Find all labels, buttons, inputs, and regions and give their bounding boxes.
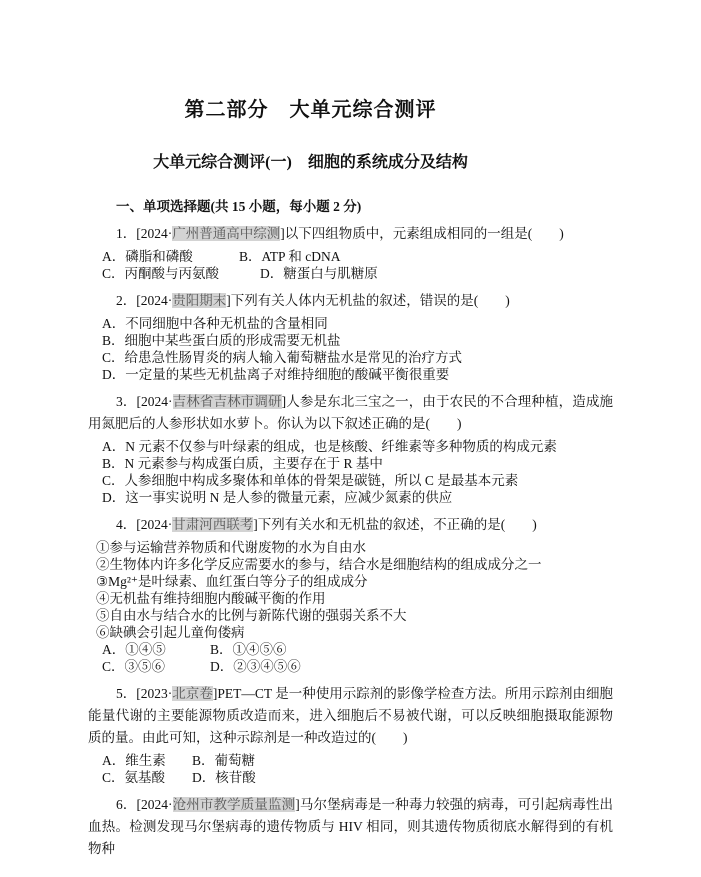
question-6-stem [88, 794, 613, 860]
option-b: B．ATP 和 cDNA [239, 249, 341, 264]
question-3-stem [88, 391, 613, 435]
option-c: C．③⑤⑥ [102, 659, 166, 674]
source-tag-open: [2024· [136, 293, 173, 308]
option-a: A．不同细胞中各种无机盐的含量相同 [102, 316, 328, 331]
source-tag-close: ] [253, 517, 258, 532]
option-d: D．这一事实说明 N 是人参的微量元素，应减少氮素的供应 [102, 490, 453, 505]
option-c: C．给患急性肠胃炎的病人输入葡萄糖盐水是常见的治疗方式 [102, 350, 463, 365]
option-c: C．氨基酸 [102, 770, 166, 785]
stem-text: PET—CT 是一种使用示踪剂的影像学检查方法。所用示踪剂由细胞能量代谢的主要能源物质改造而来，进入细胞后不易被代谢，可以反映细胞摄取能源物质的量。由此可知，这种示踪剂是一种改造过的( ) [88, 686, 613, 745]
source-tag-open: [2024· [136, 394, 173, 409]
option-d: D．一定量的某些无机盐离子对维持细胞的酸碱平衡很重要 [102, 367, 450, 382]
statement-5: ⑤自由水与结合水的比例与新陈代谢的强弱关系不大 [96, 608, 407, 623]
option-d: D．核苷酸 [192, 770, 256, 785]
part-title: 第二部分 大单元综合测评 [184, 99, 437, 121]
statement-2: ②生物体内许多化学反应需要水的参与，结合水是细胞结构的组成成分之一 [96, 557, 542, 572]
section-heading: 一、单项选择题(共 15 小题，每小题 2 分) [116, 199, 362, 214]
question-4-options-row-1 [88, 641, 613, 658]
source-tag-open: [2024· [136, 226, 173, 241]
source-tag-highlight: 甘肃河西联考 [172, 517, 254, 532]
option-a: A．N 元素不仅参与叶绿素的组成，也是核酸、纤维素等多种物质的构成元素 [102, 439, 557, 454]
option-a: A．维生素 [102, 753, 166, 768]
source-tag-open: [2024· [136, 517, 173, 532]
source-tag-highlight: 吉林省吉林市调研 [172, 394, 282, 409]
question-5-stem [88, 683, 613, 749]
question-4-stem [88, 514, 613, 536]
stem-text: 以下四组物质中，元素组成相同的一组是( ) [284, 226, 564, 241]
stem-text: 马尔堡病毒是一种毒力较强的病毒，可引起病毒性出血热。检测发现马尔堡病毒的遗传物质与 HIV 相同，则其遗传物质彻底水解得到的有机物种 [88, 797, 614, 856]
source-tag-open: [2023· [136, 686, 173, 701]
source-tag-close: ] [212, 686, 218, 701]
source-tag-open: [2024· [136, 797, 173, 812]
question-4-options-row-2 [88, 658, 613, 675]
source-tag-highlight: 北京卷 [172, 686, 213, 701]
source-tag-highlight: 广州普通高中综测 [172, 226, 281, 241]
stem-text: 下列有关水和无机盐的叙述，不正确的是( ) [257, 517, 537, 532]
question-1-options-row-1 [88, 248, 613, 265]
source-tag-close: ] [280, 226, 285, 241]
statement-4: ④无机盐有维持细胞内酸碱平衡的作用 [96, 591, 326, 606]
option-d: D．②③④⑤⑥ [210, 659, 301, 674]
question-number: 1． [116, 226, 137, 241]
question-number: 4． [116, 517, 137, 532]
question-2 [88, 290, 613, 383]
question-number: 3． [116, 394, 137, 409]
question-number: 5． [116, 686, 137, 701]
question-5-options-row-2 [88, 769, 613, 786]
option-b: B．①④⑤⑥ [210, 642, 287, 657]
source-tag-close: ] [281, 394, 287, 409]
question-1-stem [88, 223, 613, 245]
question-1-options-row-2 [88, 265, 613, 282]
question-4 [88, 514, 613, 675]
question-5-options-row-1 [88, 752, 613, 769]
statement-6: ⑥缺碘会引起儿童佝偻病 [96, 625, 245, 640]
source-tag-highlight: 贵阳期末 [172, 293, 227, 308]
option-b: B．葡萄糖 [192, 753, 256, 768]
option-d: D．糖蛋白与肌糖原 [260, 266, 378, 281]
statement-1: ①参与运输营养物质和代谢废物的水为自由水 [96, 540, 366, 555]
source-tag-close: ] [226, 293, 231, 308]
option-c: C．丙酮酸与丙氨酸 [102, 266, 220, 281]
stem-text: 人参是东北三宝之一，由于农民的不合理种植，造成施用氮肥后的人参形状如水萝卜。你认为以下叙述正确的是( ) [88, 394, 614, 431]
option-a: A．磷脂和磷酸 [102, 249, 193, 264]
statement-3: ③Mg²⁺是叶绿素、血红蛋白等分子的组成成分 [96, 574, 368, 589]
question-2-stem [88, 290, 613, 312]
question-5 [88, 683, 613, 786]
question-1 [88, 223, 613, 282]
question-number: 2． [116, 293, 137, 308]
option-b: B．N 元素参与构成蛋白质，主要存在于 R 基中 [102, 456, 383, 471]
option-a: A．①④⑤ [102, 642, 166, 657]
unit-title: 大单元综合测评(一) 细胞的系统成分及结构 [153, 154, 468, 171]
source-tag-close: ] [295, 797, 300, 812]
question-6 [88, 794, 613, 860]
option-c: C．人参细胞中构成多聚体和单体的骨架是碳链，所以 C 是最基本元素 [102, 473, 519, 488]
source-tag-highlight: 沧州市教学质量监测 [172, 797, 296, 812]
option-b: B．细胞中某些蛋白质的形成需要无机盐 [102, 333, 341, 348]
question-3 [88, 391, 613, 506]
stem-text: 下列有关人体内无机盐的叙述，错误的是( ) [230, 293, 510, 308]
question-number: 6． [116, 797, 137, 812]
